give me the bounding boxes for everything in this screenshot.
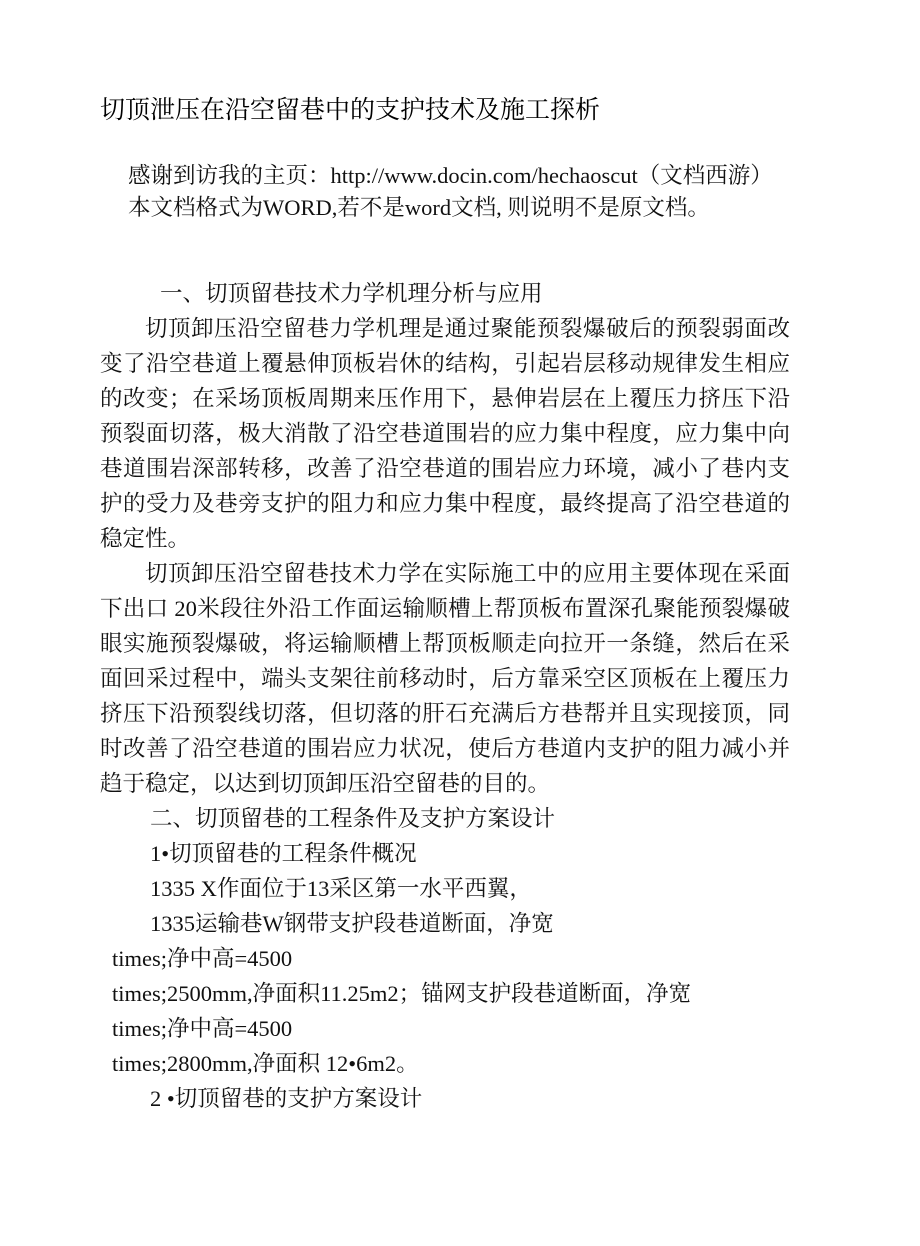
intro-block <box>128 160 868 224</box>
document-body <box>100 276 790 1116</box>
times-line: times;2800mm,净面积 12•6m2。 <box>112 1051 419 1076</box>
text-line-1335-transport: 1335运输巷W钢带支护段巷道断面，净宽 <box>150 911 554 936</box>
document-title: 切顶泄压在沿空留巷中的支护技术及施工探析 <box>100 95 601 124</box>
intro-line-format-note: 本文档格式为WORD,若不是word文档, 则说明不是原文档。 <box>128 195 710 220</box>
times-line: times;2500mm,净面积11.25m2；锚网支护段巷道断面，净宽 <box>112 981 692 1006</box>
section-heading-1: 一、切顶留巷技术力学机理分析与应用 <box>160 281 543 306</box>
intro-line-homepage: 感谢到访我的主页：http://www.docin.com/hechaoscut（文档西游） <box>128 163 773 188</box>
subsection-heading-1: 1•切顶留巷的工程条件概况 <box>150 841 417 866</box>
section-heading-2: 二、切顶留巷的工程条件及支护方案设计 <box>150 806 556 831</box>
paragraph-application: 切顶卸压沿空留巷技术力学在实际施工中的应用主要体现在采面下出口 20米段往外沿工作面运输顺槽上帮顶板布置深孔聚能预裂爆破眼实施预裂爆破，将运输顺槽上帮顶板顺走向拉开一条缝，然后在采面回采过程中，端头支架往前移动时，后方靠采空区顶板在上覆压力挤压下沿预裂线切落，但切落的肝石充满后方巷帮并且实现接顶，同时改善了沿空巷道的围岩应力状况，使后方巷道内支护的阻力减小并趋于稳定，以达到切顶卸压沿空留巷的目的。 <box>100 561 790 796</box>
text-line-1335x: 1335 X作面位于13采区第一水平西翼， <box>150 876 532 901</box>
times-line: times;净中高=4500 <box>112 946 293 971</box>
times-line: times;净中高=4500 <box>112 1016 293 1041</box>
subsection-heading-2: 2 •切顶留巷的支护方案设计 <box>150 1086 423 1111</box>
paragraph-mechanics: 切顶卸压沿空留巷力学机理是通过聚能预裂爆破后的预裂弱面改变了沿空巷道上覆悬伸顶板岩休的结构，引起岩层移动规律发生相应的改变；在采场顶板周期来压作用下，悬伸岩层在上覆压力挤压下沿预裂面切落，极大消散了沿空巷道围岩的应力集中程度，应力集中向巷道围岩深部转移，改善了沿空巷道的围岩应力环境，减小了巷内支护的受力及巷旁支护的阻力和应力集中程度，最终提高了沿空巷道的稳定性。 <box>100 316 790 551</box>
